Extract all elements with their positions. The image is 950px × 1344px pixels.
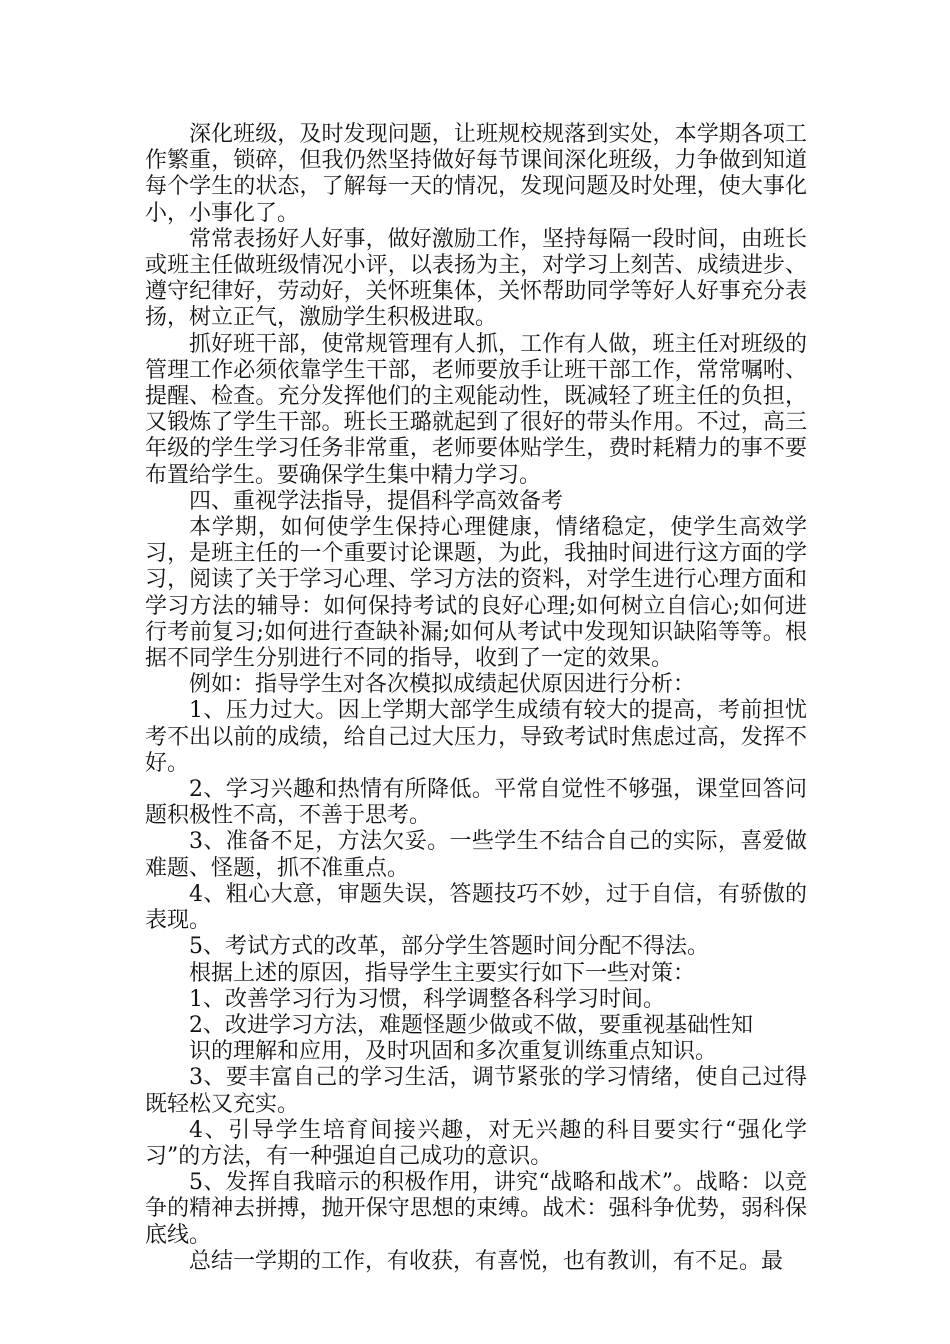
list-item-measure-1: 1、改善学习行为习惯，科学调整各科学习时间。: [189, 986, 665, 1012]
paragraph-class-cadres: 抓好班干部，使常规管理有人抓，工作有人做，班主任对班级的管理工作必须依靠学生干部，老师要放手让班干部工作，常常嘱咐、提醒、检查。充分发挥他们的主观能动性，既减轻了班主任的负担，又锻炼了学生干部。班长王璐就起到了很好的带头作用。不过，高三年级的学生学习任务非常重，老师要体贴学生，费时耗精力的事不要布置给学生。要确保学生集中精力学习。: [145, 331, 807, 488]
paragraph-mental-health: 本学期，如何使学生保持心理健康，情绪稳定，使学生高效学习，是班主任的一个重要讨论课题，为此，我抽时间进行这方面的学习，阅读了关于学习心理、学习方法的资料，对学生进行心理方面和学习方法的辅导：如何保持考试的良好心理;如何树立自信心;如何进行考前复习;如何进行查缺补漏;如何从考试中发现知识缺陷等等。根据不同学生分别进行不同的指导，收到了一定的效果。: [145, 515, 807, 672]
list-item-cause-1: 1、压力过大。因上学期大部学生成绩有较大的提高，考前担忧考不出以前的成绩，给自己过大压力，导致考试时焦虑过高，发挥不好。: [145, 698, 807, 776]
list-item-measure-2: 2、改进学习方法，难题怪题少做或不做，要重视基础性知: [189, 1012, 753, 1038]
section-heading-study-guidance: 四、重视学法指导，提倡科学高效备考: [189, 488, 564, 514]
list-item-cause-3: 3、准备不足，方法欠妥。一些学生不结合自己的实际，喜爱做难题、怪题，抓不准重点。: [145, 829, 807, 881]
paragraph-example-intro: 例如：指导学生对各次模拟成绩起伏原因进行分析：: [189, 672, 696, 698]
paragraph-countermeasures-intro: 根据上述的原因，指导学生主要实行如下一些对策：: [189, 960, 696, 986]
list-item-measure-4: 4、引导学生培育间接兴趣，对无兴趣的科目要实行“强化学习”的方法，有一种强迫自己成功的意识。: [145, 1117, 807, 1169]
paragraph-class-supervision: 深化班级，及时发现问题，让班规校规落到实处，本学期各项工作繁重，锁碎，但我仍然坚持做好每节课间深化班级，力争做到知道每个学生的状态，了解每一天的情况，发现问题及时处理，使大事化小，小事化了。: [145, 122, 807, 226]
list-item-measure-2-continued: 识的理解和应用，及时巩固和多次重复训练重点知识。: [189, 1039, 718, 1065]
list-item-measure-3: 3、要丰富自己的学习生活，调节紧张的学习情绪，使自己过得既轻松又充实。: [145, 1065, 807, 1117]
list-item-cause-5: 5、考试方式的改革，部分学生答题时间分配不得法。: [189, 934, 709, 960]
paragraph-praise-good-deeds: 常常表扬好人好事，做好激励工作，坚持每隔一段时间，由班长或班主任做班级情况小评，以表扬为主，对学习上刻苦、成绩进步、遵守纪律好，劳动好，关怀班集体，关怀帮助同学等好人好事充分表扬，树立正气，激励学生积极进取。: [145, 226, 807, 331]
list-item-measure-5: 5、发挥自我暗示的积极作用，讲究“战略和战术”。战略：以竞争的精神去拼搏，抛开保守思想的束缚。战术：强科争优势，弱科保底线。: [145, 1170, 807, 1248]
list-item-cause-2: 2、学习兴趣和热情有所降低。平常自觉性不够强，课堂回答问题积极性不高，不善于思考。: [145, 777, 807, 829]
document-page: [145, 122, 807, 1275]
paragraph-summary: 总结一学期的工作，有收获，有喜悦，也有教训，有不足。最: [189, 1248, 784, 1274]
list-item-cause-4: 4、粗心大意，审题失误，答题技巧不妙，过于自信，有骄傲的表现。: [145, 881, 807, 934]
